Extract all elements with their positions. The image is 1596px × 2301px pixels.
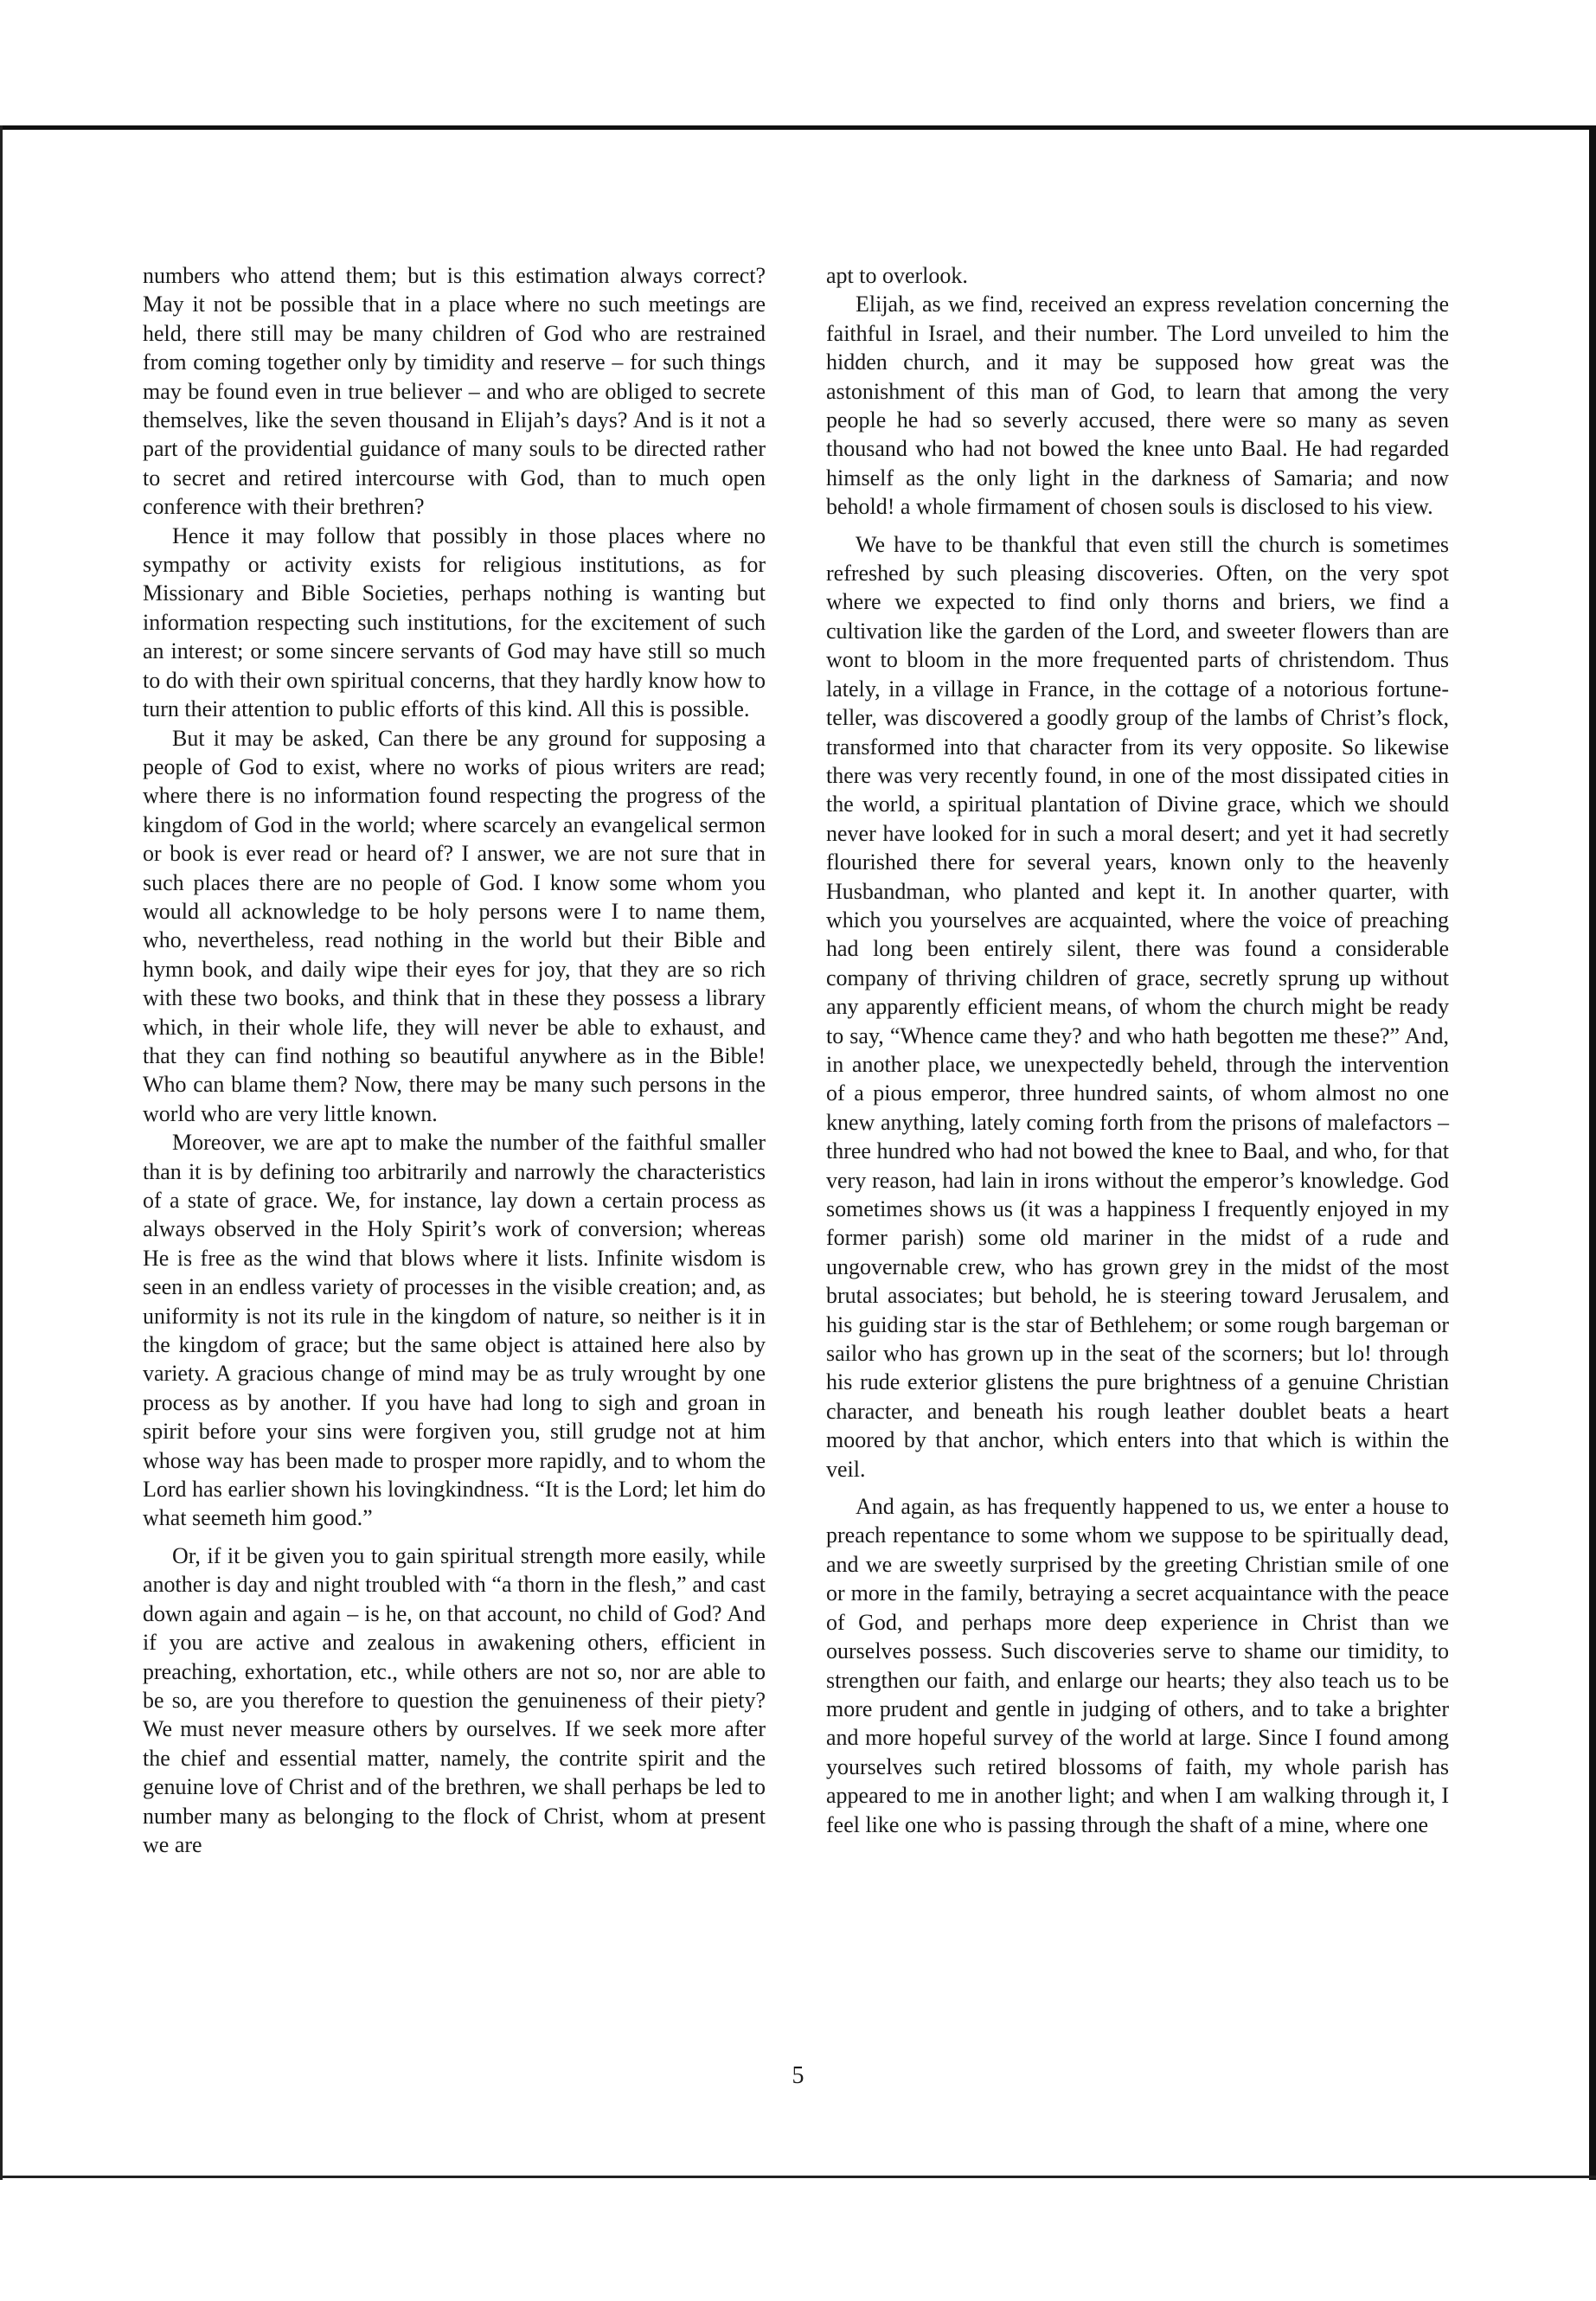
right-border-rule — [1589, 125, 1596, 2180]
paragraph: Hence it may follow that possibly in those places where no sympathy or activity exists for religious institutions, as for Missionary and Bible Societies, perhaps nothing is wanting but information respecting such institutions, for the excitement of such an interest; or some sincere servants of God may have still so much to do with their own spiritual concerns, that they hardly know how to turn their attention to public efforts of this kind. All this is possible. — [143, 522, 766, 722]
paragraph: And again, as has frequently happened to us, we enter a house to preach repentance to some whom we suppose to be spiritually dead, and we are sweetly surprised by the greeting Christian smile of one or more in the family, betraying a secret acquaintance with the peace of God, and perhaps more deep experience in Christ than we ourselves possess. Such discoveries serve to shame our timidity, to strengthen our faith, and enlarge our hearts; they also teach us to be more prudent and gentle in judging of others, and to take a brighter and more hopeful survey of the world at large. Since I found among yourselves such retired blossoms of faith, my whole parish has appeared to me in another light; and when I am walking through it, I feel like one who is passing through the shaft of a mine, where one — [826, 1494, 1449, 1837]
bottom-border-rule — [0, 2176, 1596, 2178]
paragraph: apt to overlook. — [826, 263, 968, 288]
top-border-rule — [0, 125, 1596, 130]
left-column — [143, 261, 766, 1859]
paragraph: Or, if it be given you to gain spiritual strength more easily, while another is day and night troubled with “a thorn in the flesh,” and cast down again and again – is he, on that account, no child of God? And if you are active and zealous in awakening others, efficient in preaching, exhortation, etc., while others are not so, nor are able to be so, are you therefore to question the genuineness of their piety? We must never measure others by ourselves. If we seek more after the chief and essential matter, namely, the contrite spirit and the genuine love of Christ and of the brethren, we shall perhaps be led to number many as belonging to the flock of Christ, whom at present we are — [143, 1542, 766, 1857]
left-border-rule — [0, 125, 3, 2180]
right-column — [826, 261, 1449, 1839]
paragraph: Elijah, as we find, received an express revelation concerning the faithful in Israel, and their number. The Lord unveiled to him the hidden church, and it may be supposed how great was the astonishment of this man of God, to learn that among the very people he had so severly accused, there were so many as seven thousand who had not bowed the knee unto Baal. He had regarded himself as the only light in the darkness of Samaria; and now behold! a whole firmament of chosen souls is disclosed to his view. — [826, 292, 1449, 520]
paragraph: numbers who attend them; but is this estimation always correct? May it not be possible that in a place where no such meetings are held, there still may be many children of God who are restrained from coming together only by timidity and reserve – for such things may be found even in true believer – and who are obliged to secrete themselves, like the seven thousand in Elijah’s days? And is it not a part of the providential guidance of many souls to be directed rather to secret and retired intercourse with God, than to much open conference with their brethren? — [143, 263, 766, 520]
paragraph: But it may be asked, Can there be any ground for supposing a people of God to exist, where no works of pious writers are read; where there is no information found respecting the progress of the kingdom of God in the world; where scarcely an evangelical sermon or book is ever read or heard of? I answer, we are not sure that in such places there are no people of God. I know some whom you would all acknowledge to be holy persons were I to name them, who, nevertheless, read nothing in the world but their Bible and hymn book, and daily wipe their eyes for joy, that they are so rich with these two books, and think that in these they possess a library which, in their whole life, they will never be able to exhaust, and that they can find nothing so beautiful anywhere as in the Bible! Who can blame them? Now, there may be many such persons in the world who are very little known. — [143, 725, 766, 1126]
paragraph: We have to be thankful that even still the church is sometimes refreshed by such pleasing discoveries. Often, on the very spot where we expected to find only thorns and briers, we find a cultivation like the garden of the Lord, and sweeter flowers than are wont to bloom in the more frequented parts of christendom. Thus lately, in a village in France, in the cottage of a notorious fortune-teller, was discovered a goodly group of the lambs of Christ’s flock, transformed into that character from its very opposite. So likewise there was very recently found, in one of the most dissipated cities in the world, a spiritual plantation of Divine grace, which we should never have looked for in such a moral desert; and yet it had secretly flourished there for several years, known only to the heavenly Husbandman, who planted and kept it. In another quarter, with which you yourselves are acquainted, where the voice of preaching had long been entirely silent, there was found a considerable company of thriving children of grace, secretly sprung up without any apparently efficient means, of whom the church might be ready to say, “Whence came they? and who hath begotten me these?” And, in another place, we unexpectedly beheld, through the intervention of a pious emperor, three hundred saints, of whom almost no one knew anything, lately coming forth from the prisons of malefactors – three hundred who had not bowed the knee to Baal, and who, for that very reason, had lain in irons without the emperor’s knowledge. God sometimes shows us (it was a happiness I frequently enjoyed in my former parish) some old mariner in the midst of a rude and ungovernable crew, who has grown grey in the midst of the most brutal associates; but behold, he is steering toward Jerusalem, and his guiding star is the star of Bethlehem; or some rough bargeman or sailor who has grown up in the seat of the scorners; but lo! through his rude exterior glistens the pure brightness of a genuine Christian character, and beneath his rough leather doublet beats a heart moored by that anchor, which enters into that which is within the veil. — [826, 531, 1449, 1482]
paragraph: Moreover, we are apt to make the number of the faithful smaller than it is by defining too arbitrarily and narrowly the characteristics of a state of grace. We, for instance, lay down a certain process as always observed in the Holy Spirit’s work of conversion; whereas He is free as the wind that blows where it lists. Infinite wisdom is seen in an endless variety of processes in the visible creation; and, as uniformity is not its rule in the kingdom of nature, so neither is it in the kingdom of grace; but the same object is attained here also by variety. A gracious change of mind may be as truly wrought by one process as by another. If you have had long to sigh and groan in spirit before your sins were forgiven you, still grudge not at him whose way has been made to prosper more rapidly, and to whom the Lord has earlier shown his lovingkindness. “It is the Lord; let him do what seemeth him good.” — [143, 1130, 766, 1531]
page-number: 5 — [792, 2062, 804, 2089]
